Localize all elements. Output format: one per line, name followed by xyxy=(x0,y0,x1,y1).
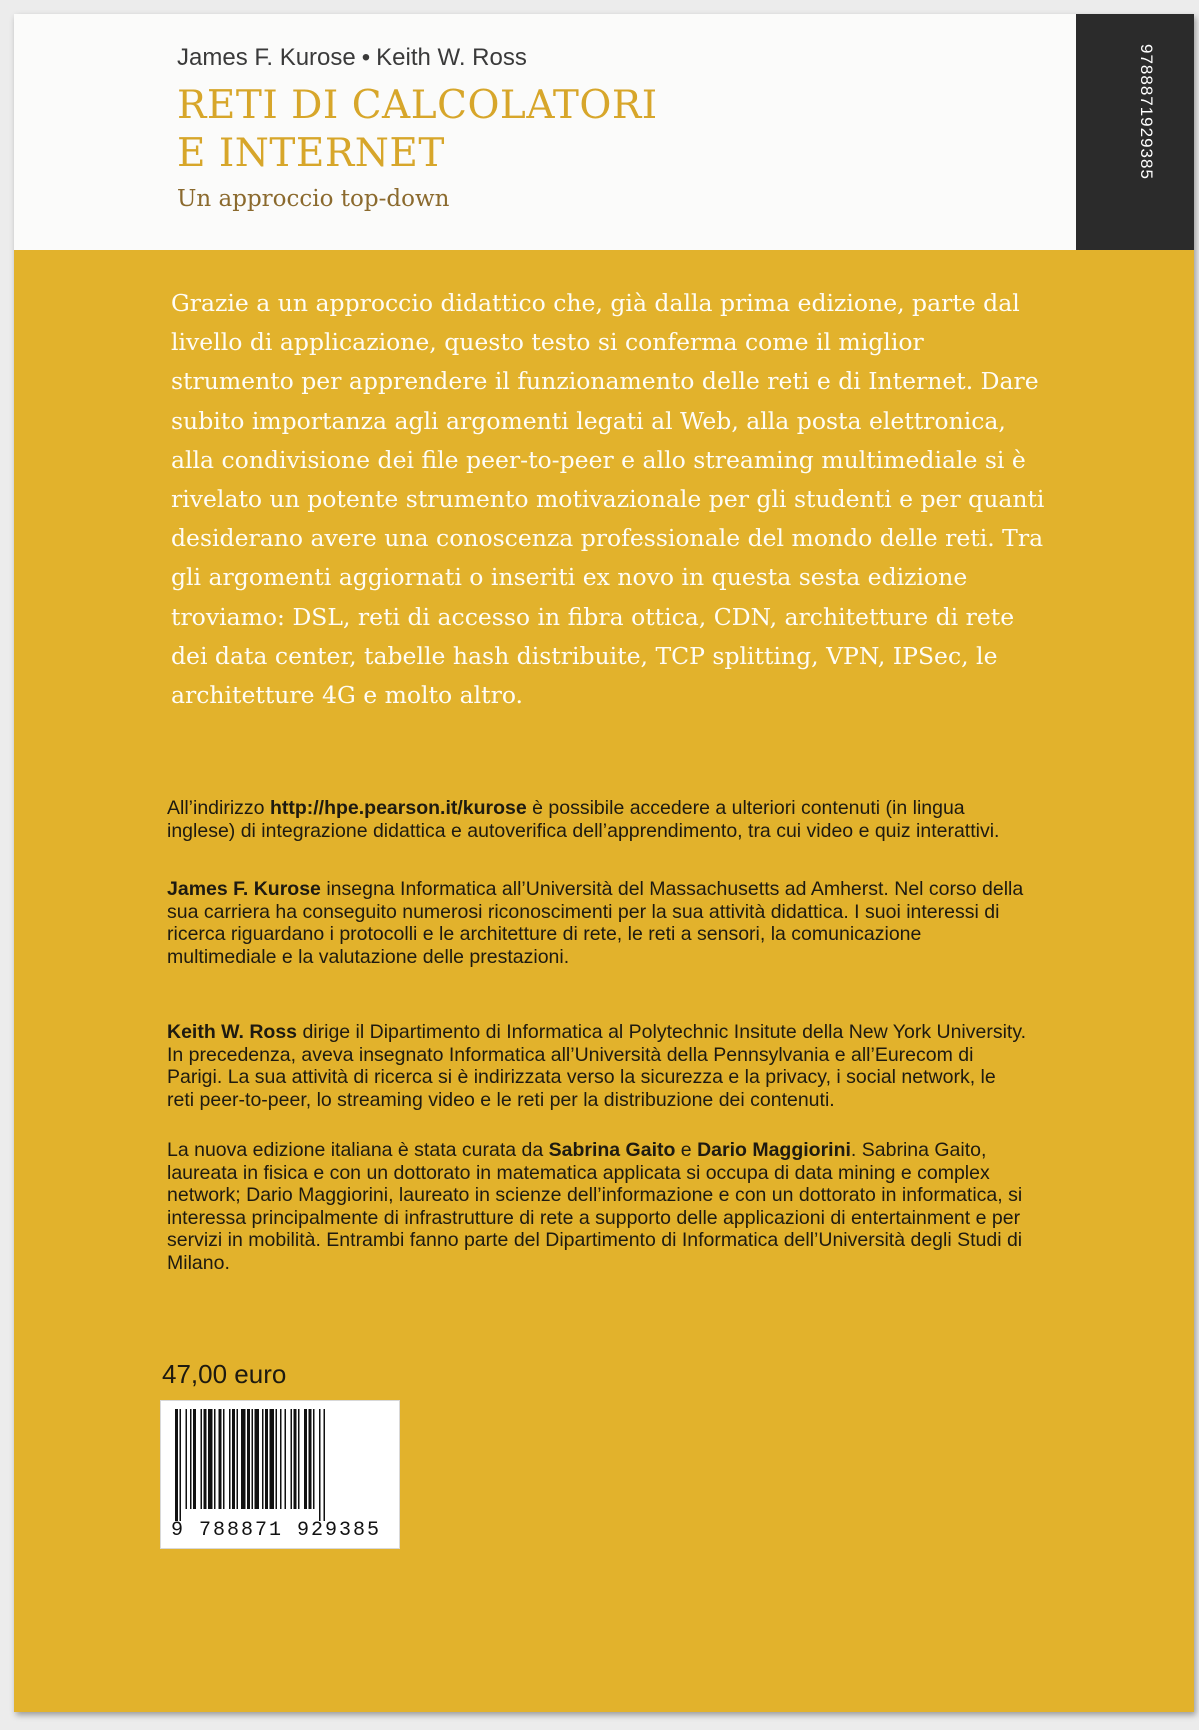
title-line-1: RETI DI CALCOLATORI xyxy=(177,83,658,128)
online-url: http://hpe.pearson.it/kurose xyxy=(269,797,527,819)
barcode xyxy=(160,1400,400,1549)
book-title xyxy=(177,82,658,178)
editors-text-before: La nuova edizione italiana è stata curata da xyxy=(167,1139,549,1161)
bio-kurose xyxy=(167,878,1027,968)
isbn-strip xyxy=(1076,14,1194,250)
online-text-before: All’indirizzo xyxy=(167,797,270,819)
book-subtitle: Un approccio top-down xyxy=(177,186,450,212)
authors xyxy=(177,44,527,72)
author-kurose: James F. Kurose xyxy=(177,44,356,71)
cover-header xyxy=(14,14,1194,250)
book-back-cover xyxy=(14,14,1194,1712)
isbn-vertical-text: 9788871929385 xyxy=(1137,44,1156,180)
editor-gaito: Sabrina Gaito xyxy=(548,1139,676,1161)
title-line-2: E INTERNET xyxy=(177,131,445,176)
editors-paragraph xyxy=(167,1139,1027,1275)
online-resources-paragraph xyxy=(167,797,1027,842)
barcode-bars xyxy=(171,1409,391,1521)
bio-kurose-name: James F. Kurose xyxy=(167,878,321,900)
bio-ross-name: Keith W. Ross xyxy=(167,1021,298,1043)
bio-ross-text: dirige il Dipartimento di Informatica al Polytechnic Insitute della New York University. In precedenza, aveva insegnato Informatica all’Università della Pennsylvania e all’Eurecom di Parigi. La sua attività di ricerca si è indirizzata verso la sicurezza e la privacy, i social network, le reti peer-to-peer, lo streaming video e le reti per la distribuzione dei contenuti. xyxy=(167,1021,1027,1111)
online-text-after: è possibile accedere a ulteriori contenuti (in lingua inglese) di integrazione didattica e autoverifica dell’apprendimento, tra cui video e quiz interattivi. xyxy=(167,797,1000,842)
price: 47,00 euro xyxy=(162,1359,287,1389)
editors-and: e xyxy=(675,1139,698,1161)
bio-ross xyxy=(167,1021,1027,1111)
bio-kurose-text: insegna Informatica all’Università del Massachusetts ad Amherst. Nel corso della sua carriera ha conseguito numerosi riconoscimenti per la sua attività didattica. I suoi interessi di ricerca riguardano i protocolli e le architetture di rete, le reti a sensori, la comunicazione multimediale e la valutazione delle prestazioni. xyxy=(167,878,1024,968)
editors-text-after: . Sabrina Gaito, laureata in fisica e con un dottorato in matematica applicata si occupa di data mining e complex network; Dario Maggiorini, laureato in scienze dell’informazione e con un dottorato in informatica, si interessa principalmente di infrastrutture di rete a supporto delle applicazioni di entertainment e per servizi in mobilità. Entrambi fanno parte del Dipartimento di Informatica dell’Università degli Studi di Milano. xyxy=(167,1139,1023,1274)
barcode-digits: 9 788871 929385 xyxy=(171,1519,382,1542)
author-ross: Keith W. Ross xyxy=(376,44,527,71)
book-blurb: Grazie a un approccio didattico che, già dalla prima edizione, parte dal livello di applicazione, questo testo si conferma come il miglior strumento per apprendere il funzionamento delle reti e di Internet. Dare subito importanza agli argomenti legati al Web, alla posta elettronica, alla condivisione dei file peer-to-peer e allo streaming multimediale si è rivelato un potente strumento motivazionale per gli studenti e per quanti desiderano avere una conoscenza professionale del mondo delle reti. Tra gli argomenti aggiornati o inseriti ex novo in questa sesta edizione troviamo: DSL, reti di accesso in fibra ottica, CDN, architetture di rete dei data center, tabelle hash distribuite, TCP splitting, VPN, IPSec, le architetture 4G e molto altro. xyxy=(171,289,1045,710)
author-separator: • xyxy=(361,44,371,71)
editor-maggiorini: Dario Maggiorini xyxy=(697,1139,851,1161)
